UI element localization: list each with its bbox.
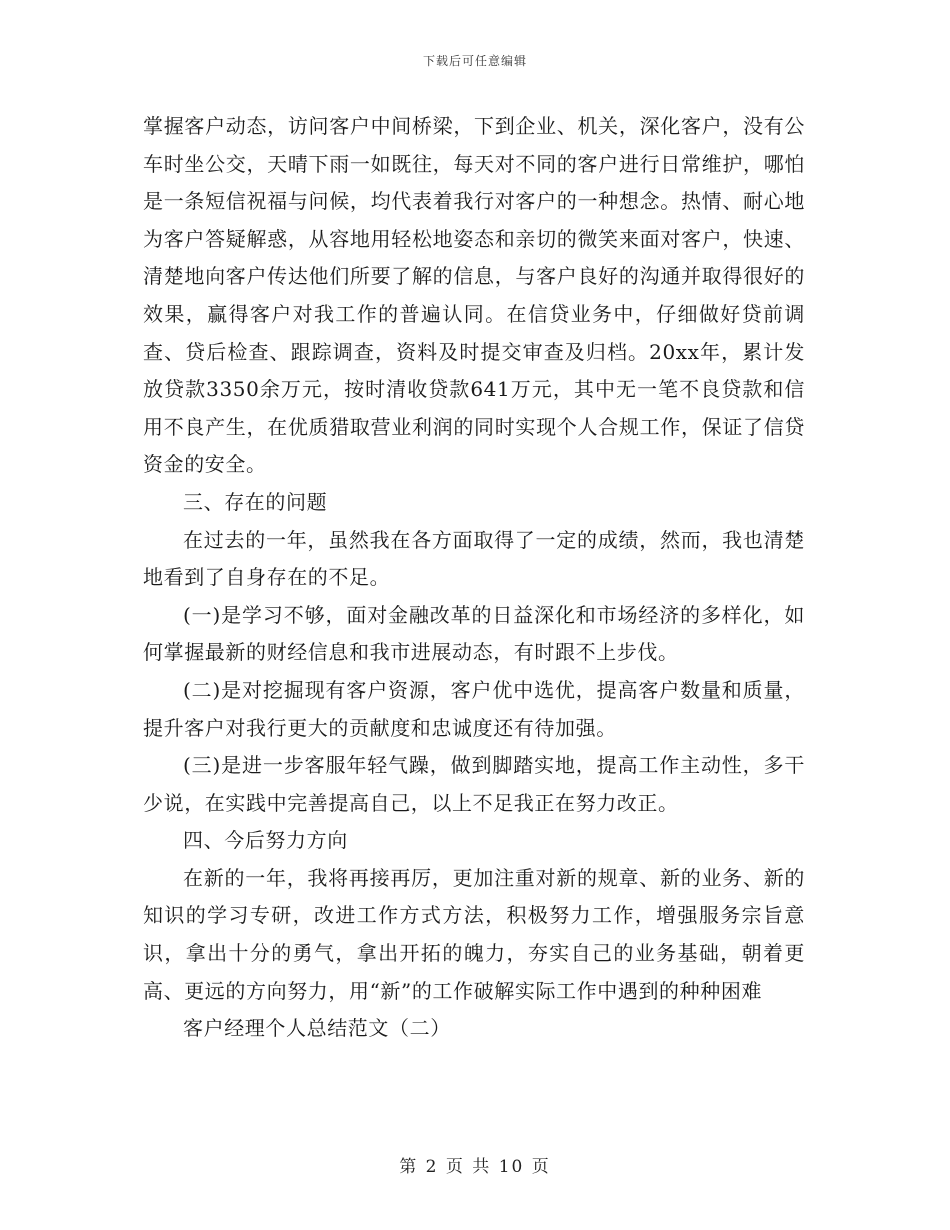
body-paragraph: (三)是进一步客服年轻气躁，做到脚踏实地，提高工作主动性，多干少说，在实践中完善提高自己，以上不足我正在努力改正。	[143, 753, 805, 815]
page-number: 第 2 页 共 10 页	[399, 1157, 551, 1177]
section-heading: 四、今后努力方向	[183, 828, 348, 853]
page-header: 下载后可任意编辑	[422, 54, 527, 68]
body-paragraph: 掌握客户动态，访问客户中间桥梁，下到企业、机关，深化客户，没有公车时坐公交，天晴下雨一如既往，每天对不同的客户进行日常维护，哪怕是一条短信祝福与问候，均代表着我行对客户的一种想念。热情、耐心地为客户答疑解惑，从容地用轻松地姿态和亲切的微笑来面对客户，快速、清楚地向客户传达他们所要了解的信息，与客户良好的沟通并取得很好的效果，赢得客户对我工作的普遍认同。在信贷业务中，仔细做好贷前调查、贷后检查、跟踪调查，资料及时提交审查及归档。20xx年，累计发放贷款3350余万元，按时清收贷款641万元，其中无一笔不良贷款和信用不良产生，在优质猎取营业利润的同时实现个人合规工作，保证了信贷资金的安全。	[143, 114, 805, 477]
body-paragraph: (二)是对挖掘现有客户资源，客户优中选优，提高客户数量和质量，提升客户对我行更大的贡献度和忠诚度还有待加强。	[143, 677, 805, 740]
document-body	[143, 108, 805, 1048]
section-heading: 三、存在的问题	[183, 489, 328, 514]
body-paragraph: (一)是学习不够，面对金融改革的日益深化和市场经济的多样化，如何掌握最新的财经信息和我市进展动态，有时跟不上步伐。	[143, 602, 805, 665]
body-paragraph: 在新的一年，我将再接再厉，更加注重对新的规章、新的业务、新的知识的学习专研，改进工作方式方法，积极努力工作，增强服务宗旨意识，拿出十分的勇气，拿出开拓的魄力，夯实自己的业务基础，朝着更高、更远的方向努力，用“新”的工作破解实际工作中遇到的种种困难	[143, 865, 805, 1003]
document-subtitle: 客户经理个人总结范文（二）	[183, 1016, 451, 1041]
body-paragraph: 在过去的一年，虽然我在各方面取得了一定的成绩，然而，我也清楚地看到了自身存在的不足。	[143, 527, 805, 590]
